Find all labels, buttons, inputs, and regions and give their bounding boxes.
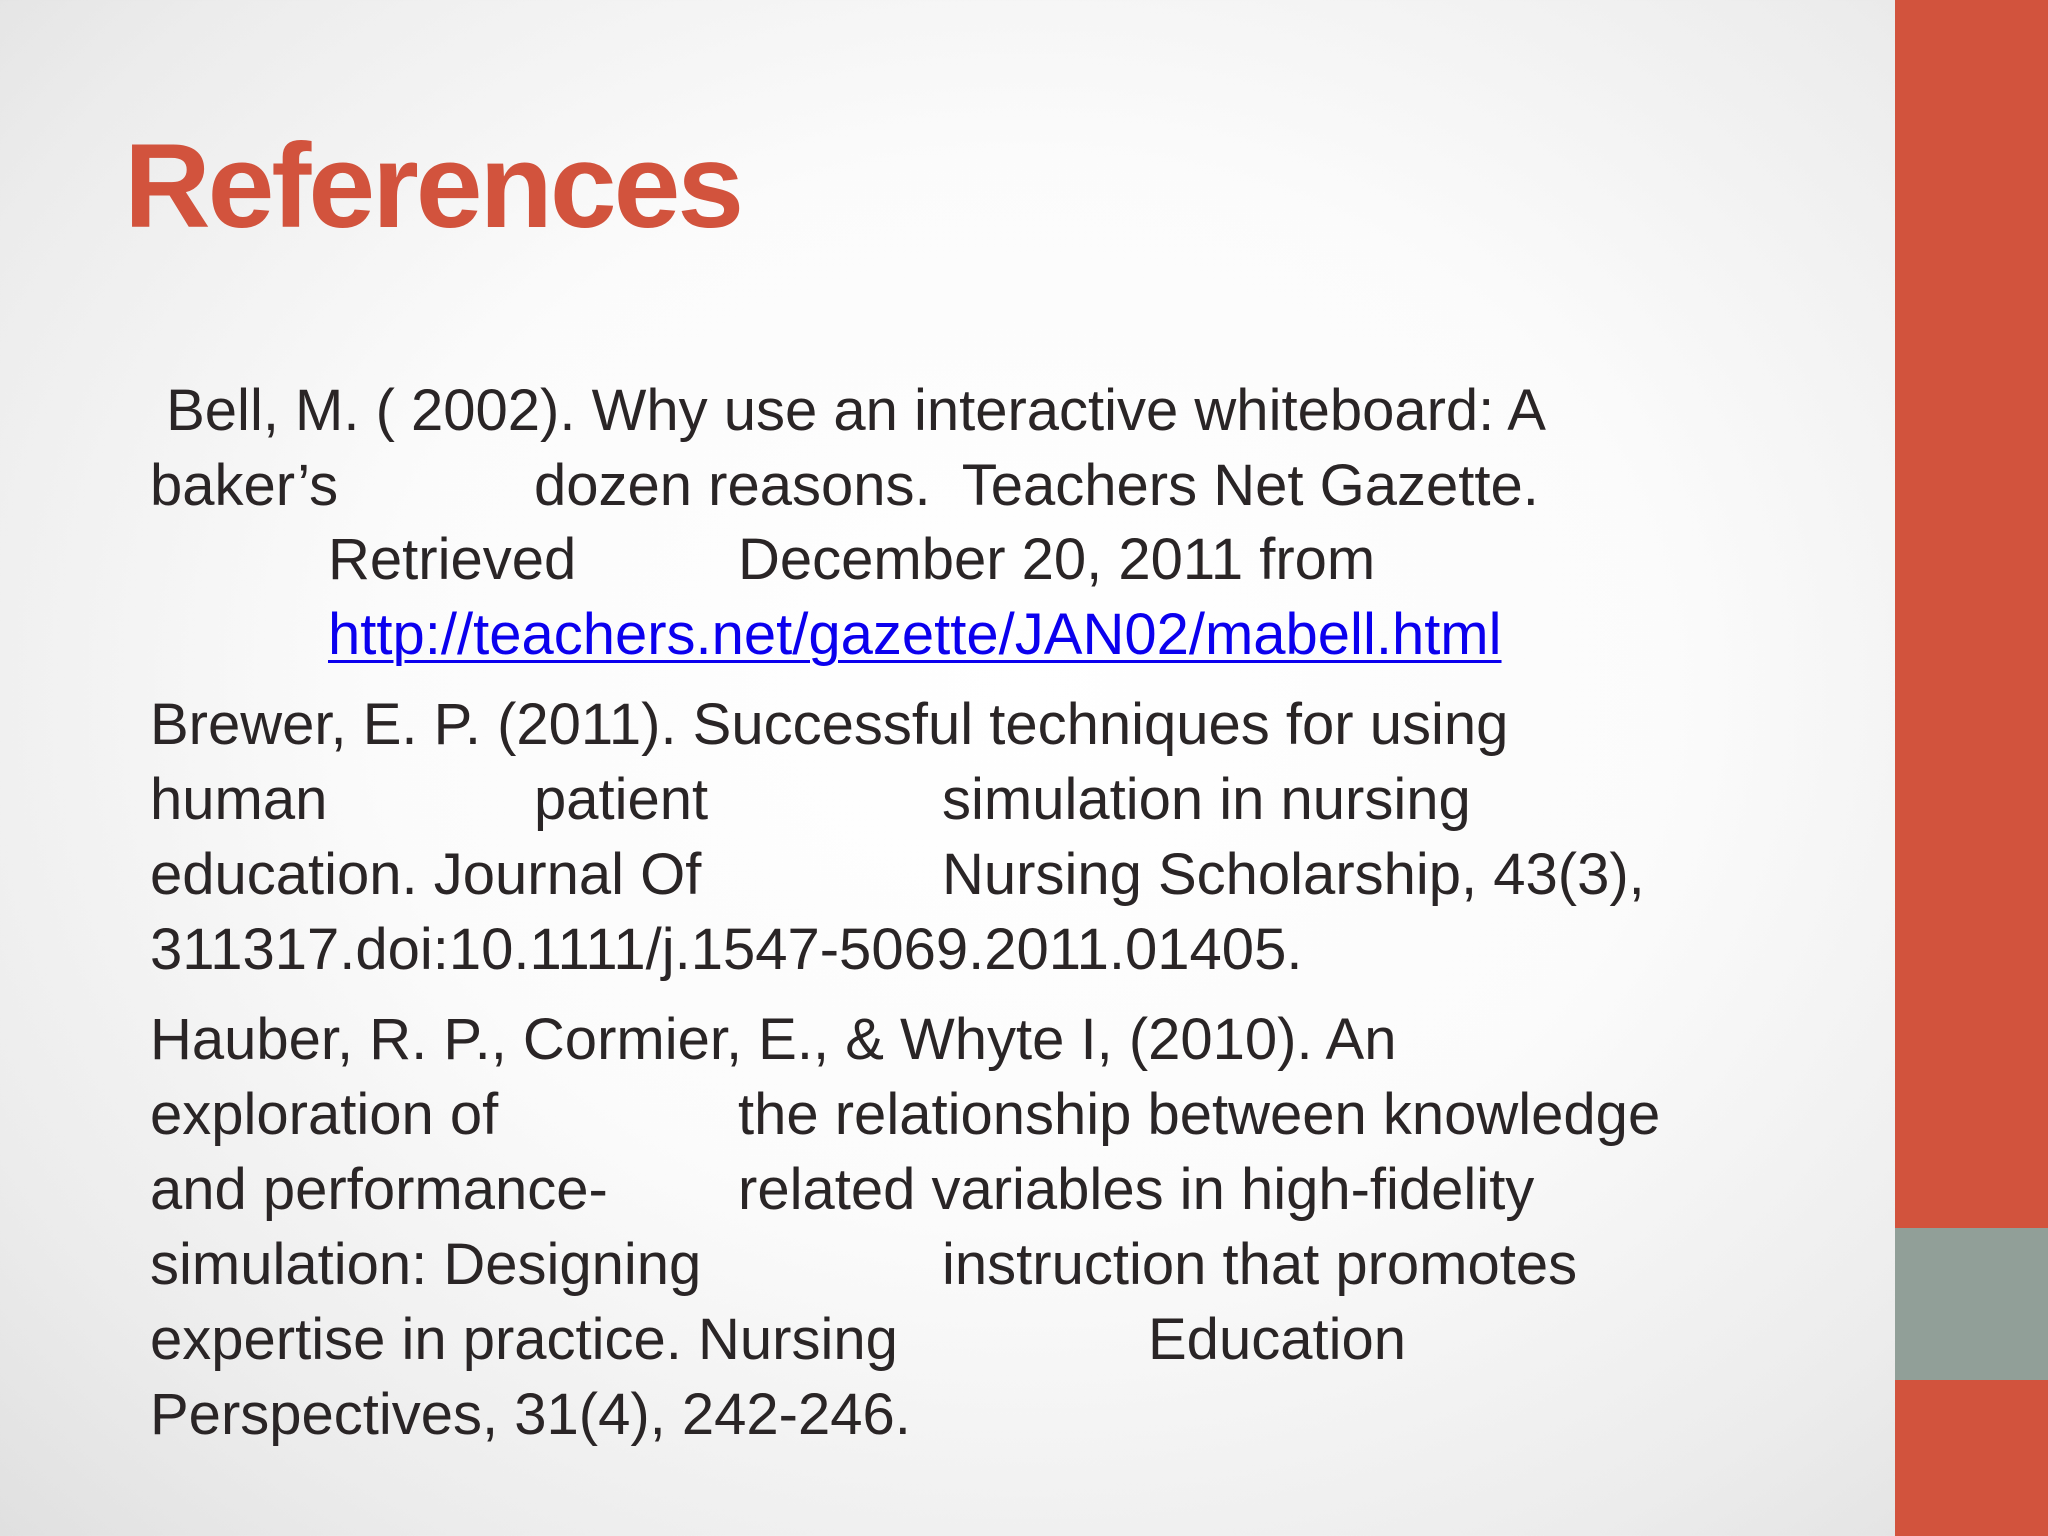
reference-text: expertise in practice. Nursing (150, 1307, 898, 1372)
reference-text: exploration of (150, 1082, 499, 1147)
reference-text: Nursing Scholarship, 43(3), (942, 842, 1645, 907)
reference-text: patient (534, 767, 709, 832)
reference-text: simulation: Designing (150, 1232, 702, 1297)
reference-text: December 20, 2011 from (738, 527, 1376, 592)
reference-text: 311317.doi:10.1111/j.1547-5069.2011.01405. (150, 917, 1303, 982)
reference-text: human (150, 767, 328, 832)
reference-text: baker’s (150, 453, 339, 518)
reference-text: Hauber, R. P., Cormier, E., & Whyte I, (2010). An (150, 1007, 1397, 1072)
reference-text: related variables in high-fidelity (738, 1157, 1535, 1222)
reference-text: instruction that promotes (942, 1232, 1578, 1297)
accent-band (1895, 1228, 2048, 1380)
reference-text: education. Journal Of (150, 842, 702, 907)
reference-text: Brewer, E. P. (2011). Successful techniques for using (150, 692, 1509, 757)
reference-text: Retrieved (328, 527, 577, 592)
reference-line (150, 1382, 911, 1536)
reference-text: dozen reasons. Teachers Net Gazette. (534, 453, 1539, 518)
reference-text: simulation in nursing (942, 767, 1471, 832)
reference-text: and performance- (150, 1157, 608, 1222)
slide-title: References (124, 119, 742, 253)
reference-text: Bell, M. ( 2002). Why use an interactive whiteboard: A (150, 378, 1546, 443)
reference-text: Education (1148, 1307, 1406, 1372)
accent-sidebar (1895, 0, 2048, 1536)
reference-text: Perspectives, 31(4), 242-246. (150, 1382, 911, 1447)
reference-text: the relationship between knowledge (738, 1082, 1661, 1147)
reference-link[interactable]: http://teachers.net/gazette/JAN02/mabell.html (328, 602, 1502, 667)
